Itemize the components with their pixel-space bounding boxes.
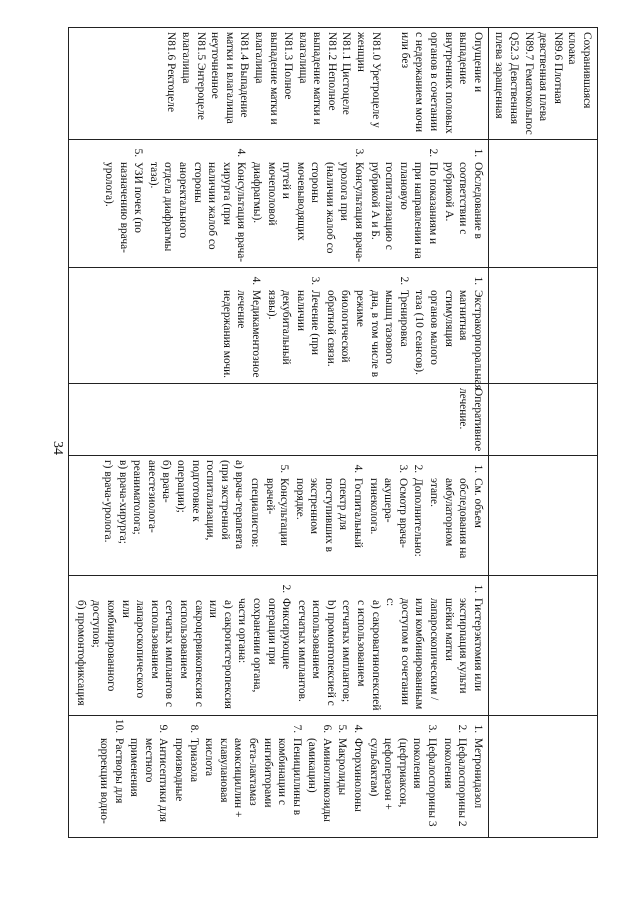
sub-list xyxy=(294,598,383,711)
list-item: 1. Обследование в соответствии с рубрикой А. xyxy=(441,160,485,263)
list-item: 10. Растворы для коррекции водно- xyxy=(96,736,125,833)
list-item: 1. Экстракорпоральная магнитная стимуляция органов малого таза (10 сеансов). xyxy=(412,288,485,379)
table-cell xyxy=(488,716,597,838)
list-item: 4. Госпитальный спектр для поступивших в экстренном порядке. xyxy=(292,476,365,571)
list-item: 9. Антисептики для местного применения xyxy=(127,736,171,833)
treatment-list xyxy=(219,272,485,390)
list-item: 3. Осмотр врача-акушера-гинеколога. xyxy=(366,476,410,571)
list-item: а) сакровагинопексией с использованием сетчатых имплантов; xyxy=(340,600,382,711)
list-item: б) промонтофиксация xyxy=(74,600,87,706)
cell-text: Сохранившаяся клоака N89.6 Плотная девственная плева N89.7 Гематокольпос Q52.3 Девственная плева заращенная xyxy=(493,32,593,135)
table-cell xyxy=(488,268,597,384)
specialists-list xyxy=(100,460,246,571)
list-item-text: Фиксирующие операции при сохранении органа, части органа: xyxy=(236,598,293,693)
list-item: а) сакрогистеропексия или сакроцервикопексия с использованием сетчатых имплантов с использованием лапароскопического или комбинированного доступов; xyxy=(90,600,234,709)
table-cell-diagnosis xyxy=(69,28,489,140)
cell-text: Оперативное лечение. xyxy=(457,388,484,455)
table-cell xyxy=(488,456,597,576)
list-item: 7. Пенициллины в комбинации с ингибиторами бета-лактамаз амоксициллин + клавулановая кислота xyxy=(202,736,304,833)
list-item: 5. Консультации врачей-специалистов: xyxy=(247,476,291,571)
table-cell xyxy=(488,384,597,456)
table-cell xyxy=(488,576,597,716)
table-cell-hospital-exam xyxy=(69,456,489,576)
list-item: 4. Фторхинолоны xyxy=(351,736,366,833)
list-item xyxy=(294,596,485,711)
list-item-text: Гистерэктомия или экстирпация культи шейки матки лапароскопическим / или комбинированным доступом в сочетании с: xyxy=(384,598,484,710)
table-row xyxy=(69,28,489,838)
operations-list xyxy=(73,580,485,711)
list-item: 5. УЗИ почек (по назначению врача-уролога). xyxy=(101,160,145,263)
list-item: 3. Цефалоспорины 3 поколения (цефтриаксон, цефоперазон + сульбактам) xyxy=(366,736,439,833)
list-item: 6. Аминогликозиды (амикацин) xyxy=(305,736,334,833)
cell-text: Опущение и выпадение внутренних половых органов в сочетании с недержанием мочи или без N81.0 Уретроцеле у женщин N81.1 Цистоцеле N81.2 Неполное выпадение матки и влагалища N81.3 Полное выпадение матки и влагалища N81.4 Выпадение матки и влагалища неуточненное N81.5 Энтероцеле влагалища N81.6 Ректоцеле xyxy=(165,32,484,134)
list-item: 3. Консультация врача-уролога при (наличии жалоб со стороны мочевыводящих путей и мочеполовой диафрагмы). xyxy=(249,160,366,263)
list-item xyxy=(73,596,293,711)
table-cell-treatment-type xyxy=(69,384,489,456)
list-item: 4. Консультация врача-хирурга (при наличии жалоб со стороны аноректального отдела диафрагмы таза). xyxy=(146,160,248,263)
table-cell-antibiotics xyxy=(69,716,489,838)
list-item: б) врача-анестезиолога-реаниматолога; xyxy=(131,460,173,535)
hospital-exam-list xyxy=(247,460,485,571)
table-cell-examination xyxy=(69,140,489,268)
list-item: г) врача-уролога. xyxy=(102,460,114,543)
list-item: 2. Тренировка мышц тазового дна, в том числе в режиме биологической обратной связи. xyxy=(323,288,411,379)
list-item: 2. По показаниям и при направлении на плановую госпитализацию с рубрикой А и Б. xyxy=(367,160,440,263)
antibiotics-list xyxy=(96,720,484,833)
list-item: 1. Метронидазол xyxy=(470,736,485,833)
table-cell-conservative-treatment xyxy=(69,268,489,390)
table-row xyxy=(488,28,597,838)
list-item: 5. Макролиды xyxy=(335,736,350,833)
list-item: b) промонтопексией с использованием сетчатых имплантов. xyxy=(295,600,337,706)
list-item: 1. См. объем обследования на амбулаторном этапе. xyxy=(426,476,484,571)
examination-list xyxy=(101,144,484,263)
list-item: 2. Цефалоспорины 2 поколения xyxy=(440,736,469,833)
list-item: 4. Медикаментозное лечение недержания мочи. xyxy=(219,288,263,379)
table-cell-operations xyxy=(69,576,489,716)
sub-list xyxy=(73,598,235,711)
list-item: 8. Триазола производные xyxy=(171,736,200,833)
clinical-table xyxy=(68,27,598,838)
page-number: 34 xyxy=(50,441,65,455)
table-cell-diagnosis xyxy=(488,28,597,140)
rotated-table-container xyxy=(74,27,598,837)
list-item: 2. Дополнительно: xyxy=(411,476,426,571)
table-cell xyxy=(488,140,597,268)
list-item: в) врача-хирурга; xyxy=(116,460,129,544)
list-item: а) врача-терапевта (при экстренной госпитализации, подготовке к операции); xyxy=(174,460,246,549)
list-item: 3. Лечение (при наличии декубитальный язвы). xyxy=(264,288,322,379)
